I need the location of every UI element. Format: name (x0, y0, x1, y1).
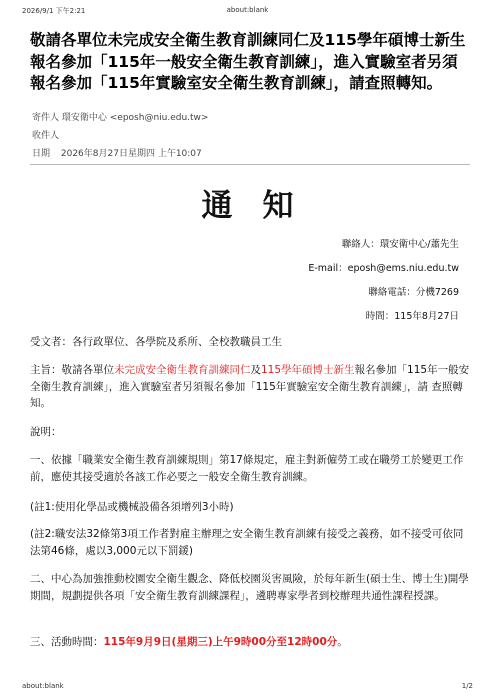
item3-suffix: 。 (337, 636, 348, 648)
subject-mid: 及 (250, 364, 261, 376)
header-divider (30, 164, 470, 165)
recipient-label: 收件人 (32, 131, 60, 141)
date-label: 日期 (32, 149, 51, 159)
notice-subject (30, 362, 470, 412)
notice-date: 時間：115年8月27日 (365, 311, 459, 322)
notice-recipients: 受文者：各行政單位、各學院及系所、全校教職員工生 (30, 336, 282, 348)
contact-phone: 聯絡電話：分機7269 (368, 287, 459, 298)
item3-prefix: 三、活動時間： (30, 636, 104, 648)
contact-person: 聯絡人：環安衛中心/蕭先生 (341, 239, 459, 250)
date-value: 2026年8月27日星期四 上午10:07 (60, 149, 202, 159)
explain-note-1: (註1:使用化學品或機械設備各須增列3小時) (30, 501, 234, 513)
subject-highlight-students: 115學年碩博士新生 (261, 364, 355, 376)
notice-title: 通知 (201, 188, 324, 224)
subject-prefix: 主旨：敬請各單位 (30, 364, 114, 376)
sender-row (32, 110, 208, 123)
subject-highlight-staff: 未完成安全衛生教育訓練同仁 (114, 364, 251, 376)
subject-rest: 報名參加「115年一般安全衛生教育訓練」，進入實驗室者另須報名參加「115年實驗室安全衛生教育訓練」，請 查照轉知。 (30, 364, 470, 409)
contact-email: E-mail：eposh@ems.niu.edu.tw (308, 263, 459, 274)
date-row (32, 146, 202, 159)
explain-item-2: 二、中心為加強推動校園安全衛生觀念、降低校園災害風險，於每年新生(碩士生、博士生)開學期間，規劃提供各項「安全衛生教育訓練課程」，遴聘專家學者到校辦理共通性課程授課。 (30, 573, 469, 602)
explain-label: 說明： (30, 426, 62, 438)
print-page-number: 1/2 (461, 682, 473, 690)
print-timestamp: 2026/9/1 下午2:21 (22, 7, 86, 15)
explain-item-3 (30, 634, 470, 651)
recipient-row (32, 128, 59, 141)
explain-item-1: 一、依據「職業安全衛生教育訓練規則」第17條規定，雇主對新僱勞工或在職勞工於變更工作前，應使其接受適於各該工作必要之一般安全衛生教育訓練。 (30, 454, 464, 483)
explain-note-2: (註2:職安法32條第3項工作者對雇主辦理之安全衛生教育訓練有接受之義務，如不接受可依同法第46條，處以3,000元以下罰鍰) (30, 528, 464, 557)
print-header-url: about:blank (226, 6, 269, 14)
sender-value: 環安衛中心 <eposh@niu.edu.tw> (61, 113, 209, 123)
email-subject: 敬請各單位未完成安全衛生教育訓練同仁及115學年碩博士新生報名參加「115年一般安全衛生教育訓練」，進入實驗室者另須報名參加「115年實驗室安全衛生教育訓練」，請查照轉知。 (30, 31, 466, 92)
event-time: 115年9月9日(星期三)上午9時00分至12時00分 (103, 636, 338, 648)
print-footer-url: about:blank (22, 682, 64, 690)
sender-label: 寄件人 (32, 113, 60, 123)
